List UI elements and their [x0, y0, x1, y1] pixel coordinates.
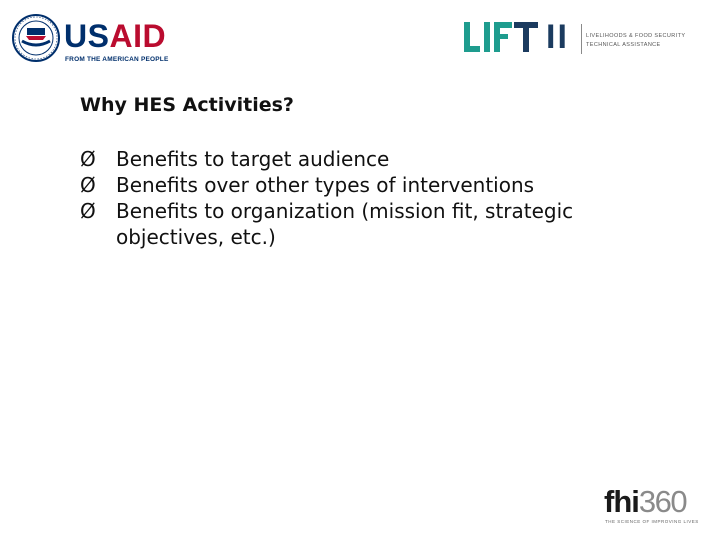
slide-title: Why HES Activities?: [80, 94, 294, 116]
lift-ii-logo: [464, 20, 684, 60]
fhi360-tagline: THE SCIENCE OF IMPROVING LIVES: [605, 519, 699, 524]
bullet-item: [80, 146, 640, 172]
bullet-text: Benefits over other types of interventions: [116, 173, 535, 197]
bullet-text: Benefits to target audience: [116, 147, 390, 171]
usaid-tagline: FROM THE AMERICAN PEOPLE: [65, 56, 169, 63]
bullet-text: Benefits to organization (mission fit, strategic objectives, etc.): [116, 199, 574, 249]
lift-wordmark-graphic: [464, 20, 544, 56]
lift-divider: [581, 24, 582, 54]
usaid-seal-icon: [12, 14, 60, 62]
lift-subtitle-line2: TECHNICAL ASSISTANCE: [586, 42, 661, 48]
bullet-list: [80, 146, 640, 250]
arrow-bullet-icon: Ø: [80, 199, 96, 223]
fhi360-wordmark: fhi360: [604, 484, 687, 519]
arrow-bullet-icon: Ø: [80, 173, 96, 197]
bullet-item: [80, 198, 640, 250]
usaid-wordmark: USAID: [64, 18, 167, 54]
arrow-bullet-icon: Ø: [80, 147, 96, 171]
usaid-logo: [12, 14, 172, 68]
lift-subtitle-line1: LIVELIHOODS & FOOD SECURITY: [586, 33, 686, 39]
bullet-item: [80, 172, 640, 198]
fhi360-logo: [604, 486, 704, 530]
lift-numeral: II: [546, 18, 569, 56]
